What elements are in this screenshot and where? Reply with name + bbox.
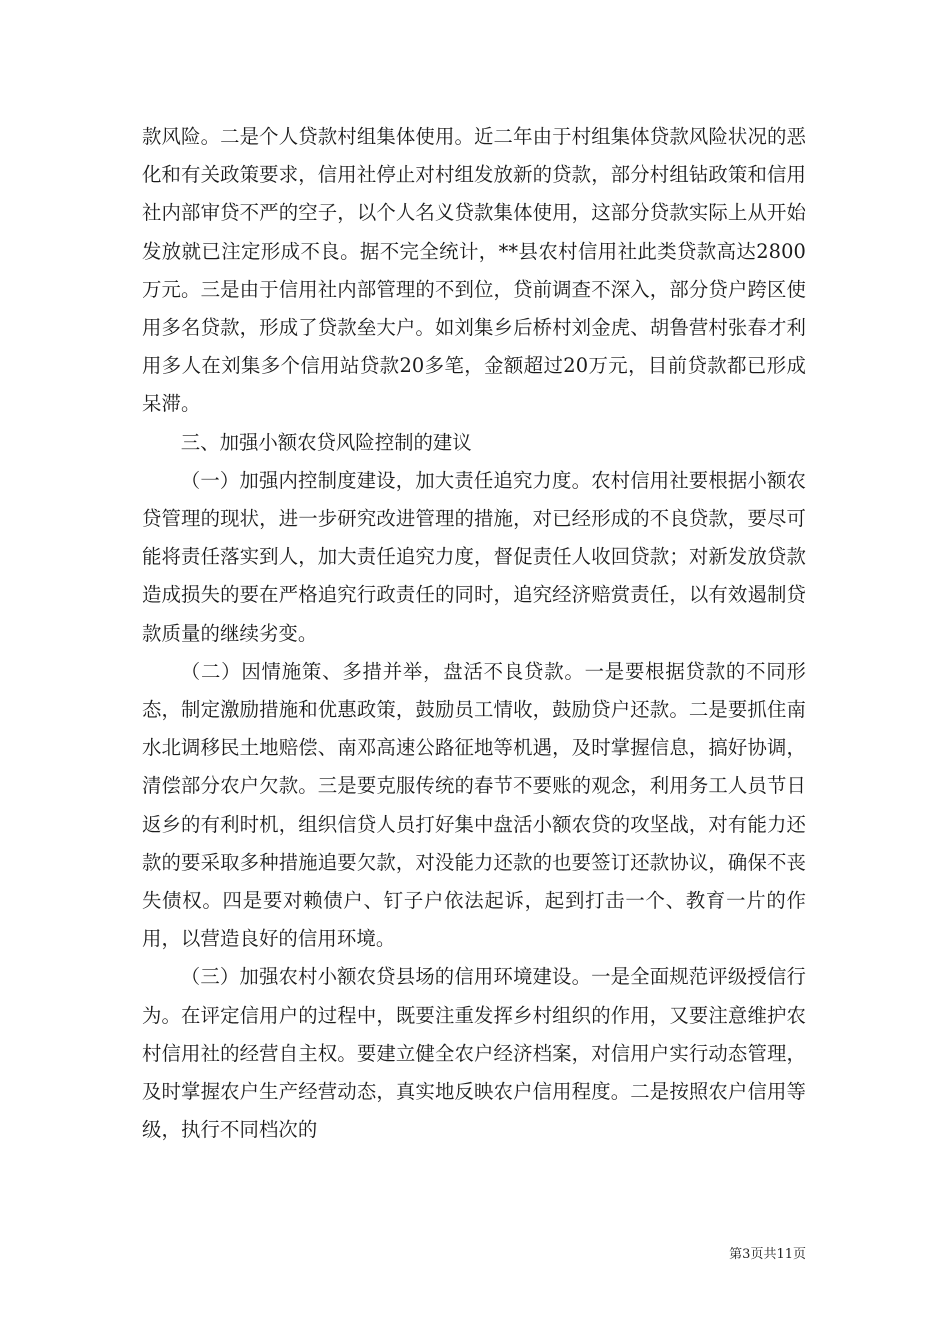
document-body bbox=[142, 118, 806, 1149]
paragraph-revitalize-loans: （二）因情施策、多措并举，盘活不良贷款。一是要根据贷款的不同形态，制定激励措施和优惠政策，鼓励员工情收，鼓励贷户还款。二是要抓住南水北调移民土地赔偿、南邓高速公路征地等机遇，及时掌握信息，搞好协调，清偿部分农户欠款。三是要克服传统的春节不要账的观念，利用务工人员节日返乡的有利时机，组织信贷人员打好集中盘活小额农贷的攻坚战，对有能力还款的要采取多种措施追要欠款，对没能力还款的也要签订还款协议，确保不丧失债权。四是要对赖债户、钉子户依法起诉，起到打击一个、教育一片的作用，以营造良好的信用环境。 bbox=[142, 659, 806, 951]
section-heading: 三、加强小额农贷风险控制的建议 bbox=[180, 430, 472, 454]
paragraph-internal-control: （一）加强内控制度建设，加大责任追究力度。农村信用社要根据小额农贷管理的现状，进一步研究改进管理的措施，对已经形成的不良贷款，要尽可能将责任落实到人，加大责任追究力度，督促责任人收回贷款；对新发放贷款造成损失的要在严格追究行政责任的同时，追究经济赔赏责任，以有效遏制贷款质量的继续劣变。 bbox=[142, 468, 806, 645]
paragraph-continuation: 款风险。二是个人贷款村组集体使用。近二年由于村组集体贷款风险状况的恶化和有关政策要求，信用社停止对村组发放新的贷款，部分村组钻政策和信用社内部审贷不严的空子，以个人名义贷款集体使用，这部分贷款实际上从开始发放就已注定形成不良。据不完全统计，**县农村信用社此类贷款高达2800万元。三是由于信用社内部管理的不到位，贷前调查不深入，部分贷户跨区使用多名贷款，形成了贷款垒大户。如刘集乡后桥村刘金虎、胡鲁营村张春才利用多人在刘集多个信用站贷款20多笔，金额超过20万元，目前贷款都已形成呆滞。 bbox=[142, 125, 806, 416]
page-number-footer: 第3页共11页 bbox=[729, 1247, 806, 1262]
paragraph-credit-environment: （三）加强农村小额农贷县场的信用环境建设。一是全面规范评级授信行为。在评定信用户的过程中，既要注重发挥乡村组织的作用，又要注意维护农村信用社的经营自主权。要建立健全农户经济档案，对信用户实行动态管理，及时掌握农户生产经营动态，真实地反映农户信用程度。二是按照农户信用等级，执行不同档次的 bbox=[142, 965, 806, 1142]
